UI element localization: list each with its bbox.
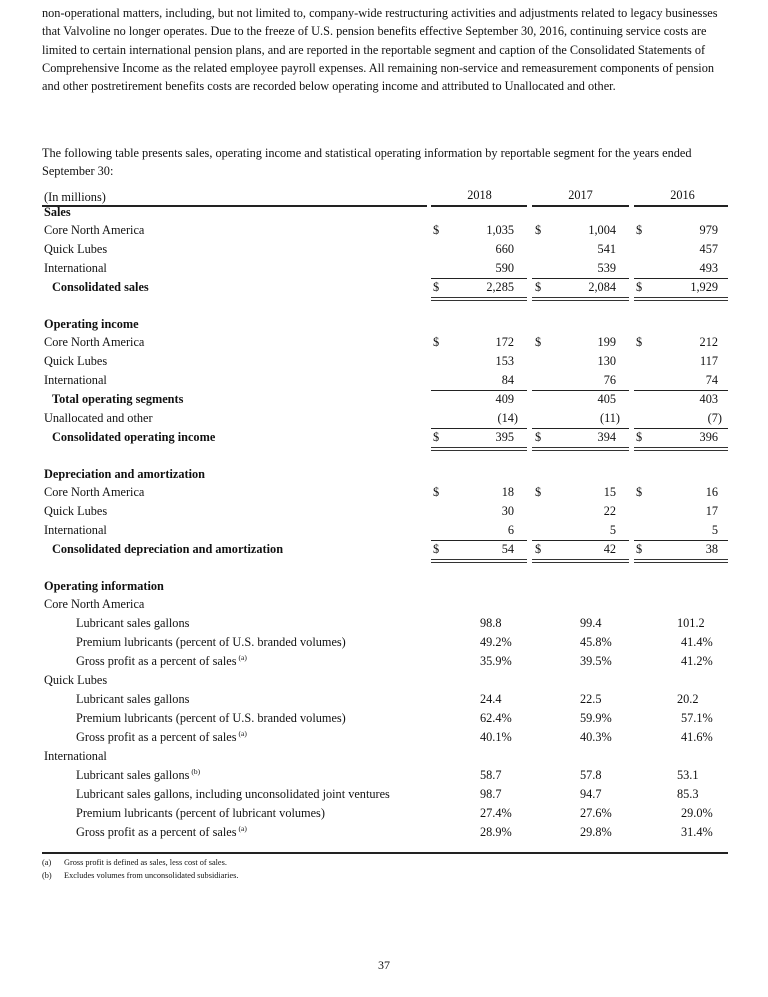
row-label: International — [44, 261, 107, 275]
intro-paragraph: non-operational matters, including, but not limited to, company-wide restructuring activities and adjustments related to legacy businesses that Valvoline no longer operates. Due to the freeze of U.S. pension benefits effective September 30, 2016, continuing service costs are limited to certain international pension plans, and are reported in the reportable segment and caption of the Consolidated Statements of Comprehensive Income as the related employee payroll expenses. All remaining non-service and remeasurement components of pension and other postretirement benefits costs are recorded below operating income and attributed to Unallocated and other. — [42, 6, 718, 94]
footnote-ref-a: (a) — [238, 653, 247, 662]
table-intro-paragraph: The following table presents sales, operating income and statistical operating information by reportable segment for the years ended September 30: — [42, 146, 692, 179]
table-row — [0, 240, 768, 258]
table-cell-value: 22.5 — [580, 692, 602, 706]
table-row — [0, 521, 768, 539]
table-cell-value: 18 — [501, 485, 514, 499]
table-cell-value: 94.7 — [580, 787, 602, 801]
row-label: Core North America — [44, 223, 145, 237]
table-cell-value: 38 — [705, 542, 718, 556]
row-label: Core North America — [44, 335, 145, 349]
table-cell-value: 29.8% — [580, 825, 612, 839]
footnote-marker: (b) — [42, 871, 52, 880]
table-cell-value: (14) — [497, 411, 518, 425]
table-row — [0, 259, 768, 277]
footnote-a — [42, 856, 227, 869]
table-row-unallocated — [0, 409, 768, 427]
row-label — [76, 728, 247, 746]
row-label: Consolidated depreciation and amortization — [52, 542, 284, 556]
year-header-2016: 2016 — [670, 188, 695, 202]
footnote-b — [42, 869, 238, 882]
currency-symbol: $ — [636, 430, 643, 444]
currency-symbol: $ — [535, 485, 542, 499]
table-cell-value: 53.1 — [677, 768, 699, 782]
currency-symbol: $ — [636, 280, 643, 294]
row-label: Consolidated operating income — [52, 430, 216, 444]
subsection-core-north-america — [0, 595, 768, 613]
table-cell-value: 27.6% — [580, 806, 612, 820]
row-label: Unallocated and other — [44, 411, 153, 425]
table-cell-value: 22 — [603, 504, 616, 518]
table-row — [0, 333, 768, 351]
page-number: 37 — [378, 958, 390, 972]
table-cell-value: 57.1% — [681, 711, 713, 725]
currency-symbol: $ — [636, 335, 643, 349]
table-cell-value: (11) — [599, 411, 620, 425]
table-cell-value: 41.4% — [681, 635, 713, 649]
table-cell-value: 1,035 — [486, 223, 514, 237]
footnote-ref-a: (a) — [238, 824, 247, 833]
unit-label: (In millions) — [44, 190, 106, 204]
text: Excludes volumes from unconsolidated subsidiaries. — [64, 871, 239, 880]
currency-symbol: $ — [433, 223, 440, 237]
table-cell-value: 62.4% — [480, 711, 512, 725]
table-cell-value: 54 — [501, 542, 514, 556]
table-cell-value: 24.4 — [480, 692, 502, 706]
table-row — [0, 371, 768, 389]
table-cell-value: 84 — [501, 373, 514, 387]
row-label: Core North America — [44, 485, 145, 499]
table-cell-value: (7) — [707, 411, 722, 425]
row-label: Quick Lubes — [44, 504, 108, 518]
table-cell-value: 85.3 — [677, 787, 699, 801]
table-cell-value: 172 — [495, 335, 514, 349]
table-cell-value: 42 — [603, 542, 616, 556]
text: Gross profit as a percent of sales — [76, 730, 237, 744]
table-cell-value: 57.8 — [580, 768, 602, 782]
table-row — [0, 823, 768, 841]
table-row — [0, 633, 768, 651]
table-cell-value: 130 — [597, 354, 616, 368]
table-cell-value: 394 — [597, 430, 616, 444]
footnote-ref-a: (a) — [238, 729, 247, 738]
table-cell-value: 101.2 — [677, 616, 705, 630]
row-label — [76, 766, 200, 784]
table-row — [0, 652, 768, 670]
table-cell-value: 1,004 — [588, 223, 616, 237]
table-row — [0, 614, 768, 632]
table-cell-value: 20.2 — [677, 692, 699, 706]
table-cell-value: 45.8% — [580, 635, 612, 649]
row-label: Sales — [44, 205, 71, 219]
row-label: Consolidated sales — [52, 280, 149, 294]
section-title-operating-information — [0, 577, 768, 595]
table-cell-value: 493 — [699, 261, 718, 275]
row-label: Lubricant sales gallons, including unconsolidated joint ventures — [76, 787, 390, 801]
table-cell-value: 2,084 — [588, 280, 616, 294]
table-cell-value: 98.7 — [480, 787, 502, 801]
table-cell-value: 41.2% — [681, 654, 713, 668]
table-cell-value: 76 — [603, 373, 616, 387]
table-row — [0, 483, 768, 501]
row-label: Quick Lubes — [44, 354, 108, 368]
table-row — [0, 352, 768, 370]
table-cell-value: 199 — [597, 335, 616, 349]
table-cell-value: 39.5% — [580, 654, 612, 668]
table-rule — [634, 559, 728, 563]
footnote-marker: (a) — [42, 858, 52, 867]
table-cell-value: 6 — [507, 523, 514, 537]
table-cell-value: 979 — [699, 223, 718, 237]
table-rule — [431, 447, 527, 451]
row-label: International — [44, 373, 107, 387]
table-rule — [532, 447, 629, 451]
currency-symbol: $ — [535, 223, 542, 237]
text: Gross profit as a percent of sales — [76, 654, 237, 668]
table-row — [0, 766, 768, 784]
row-label: Premium lubricants (percent of U.S. branded volumes) — [76, 711, 346, 725]
row-label: Depreciation and amortization — [44, 467, 205, 481]
table-cell-value: 405 — [597, 392, 616, 406]
table-cell-value: 59.9% — [580, 711, 612, 725]
table-cell-value: 117 — [700, 354, 718, 368]
currency-symbol: $ — [433, 280, 440, 294]
row-label: Premium lubricants (percent of lubricant volumes) — [76, 806, 325, 820]
table-cell-value: 457 — [699, 242, 718, 256]
text: Gross profit is defined as sales, less cost of sales. — [64, 858, 227, 867]
row-label: Operating income — [44, 317, 139, 331]
table-cell-value: 27.4% — [480, 806, 512, 820]
table-cell-value: 40.1% — [480, 730, 512, 744]
section-title-depreciation — [0, 465, 768, 483]
table-cell-value: 5 — [711, 523, 718, 537]
currency-symbol: $ — [535, 280, 542, 294]
subtotal-row-total-operating-segments — [0, 390, 768, 408]
row-label: Total operating segments — [52, 392, 184, 406]
currency-symbol: $ — [535, 542, 542, 556]
table-cell-value: 74 — [705, 373, 718, 387]
table-cell-value: 49.2% — [480, 635, 512, 649]
table-row — [0, 728, 768, 746]
row-label — [76, 652, 247, 670]
table-cell-value: 403 — [699, 392, 718, 406]
subsection-quick-lubes — [0, 671, 768, 689]
section-title-sales — [0, 203, 768, 221]
table-cell-value: 40.3% — [580, 730, 612, 744]
table-row — [0, 221, 768, 239]
table-row — [0, 785, 768, 803]
table-row — [0, 690, 768, 708]
table-cell-value: 17 — [705, 504, 718, 518]
table-cell-value: 153 — [495, 354, 514, 368]
currency-symbol: $ — [433, 430, 440, 444]
row-label: International — [44, 749, 107, 763]
section-title-operating-income — [0, 315, 768, 333]
table-cell-value: 660 — [495, 242, 514, 256]
currency-symbol: $ — [433, 335, 440, 349]
table-cell-value: 1,929 — [690, 280, 718, 294]
subsection-international — [0, 747, 768, 765]
table-cell-value: 395 — [495, 430, 514, 444]
table-cell-value: 5 — [609, 523, 616, 537]
text: Gross profit as a percent of sales — [76, 825, 237, 839]
table-cell-value: 212 — [699, 335, 718, 349]
table-cell-value: 16 — [705, 485, 718, 499]
currency-symbol: $ — [636, 542, 643, 556]
table-cell-value: 409 — [495, 392, 514, 406]
currency-symbol: $ — [535, 430, 542, 444]
total-row-consolidated-sales — [0, 278, 768, 296]
table-cell-value: 396 — [699, 430, 718, 444]
total-row-consolidated-depreciation — [0, 540, 768, 558]
total-row-consolidated-operating-income — [0, 428, 768, 446]
table-rule — [431, 297, 527, 301]
table-cell-value: 541 — [597, 242, 616, 256]
row-label: Core North America — [44, 597, 145, 611]
table-rule — [431, 559, 527, 563]
table-cell-value: 35.9% — [480, 654, 512, 668]
footnote-ref-b: (b) — [191, 767, 201, 776]
row-label — [76, 823, 247, 841]
year-header-2017: 2017 — [568, 188, 593, 202]
row-label: Lubricant sales gallons — [76, 616, 190, 630]
table-rule — [634, 297, 728, 301]
year-header-2018: 2018 — [467, 188, 492, 202]
currency-symbol: $ — [433, 542, 440, 556]
table-cell-value: 15 — [603, 485, 616, 499]
table-rule — [532, 559, 629, 563]
table-cell-value: 590 — [495, 261, 514, 275]
table-cell-value: 99.4 — [580, 616, 602, 630]
table-rule — [532, 297, 629, 301]
table-cell-value: 31.4% — [681, 825, 713, 839]
table-row — [0, 502, 768, 520]
table-cell-value: 2,285 — [486, 280, 514, 294]
table-cell-value: 539 — [597, 261, 616, 275]
currency-symbol: $ — [636, 485, 643, 499]
row-label: Quick Lubes — [44, 242, 108, 256]
table-cell-value: 58.7 — [480, 768, 502, 782]
table-rule — [634, 447, 728, 451]
footnote-divider — [42, 852, 728, 854]
table-cell-value: 28.9% — [480, 825, 512, 839]
table-cell-value: 41.6% — [681, 730, 713, 744]
row-label: International — [44, 523, 107, 537]
table-cell-value: 29.0% — [681, 806, 713, 820]
table-cell-value: 98.8 — [480, 616, 502, 630]
currency-symbol: $ — [433, 485, 440, 499]
text: Lubricant sales gallons — [76, 768, 190, 782]
table-row — [0, 804, 768, 822]
row-label: Quick Lubes — [44, 673, 108, 687]
table-row — [0, 709, 768, 727]
currency-symbol: $ — [535, 335, 542, 349]
row-label: Lubricant sales gallons — [76, 692, 190, 706]
row-label: Operating information — [44, 579, 164, 593]
currency-symbol: $ — [636, 223, 643, 237]
row-label: Premium lubricants (percent of U.S. branded volumes) — [76, 635, 346, 649]
table-cell-value: 30 — [501, 504, 514, 518]
